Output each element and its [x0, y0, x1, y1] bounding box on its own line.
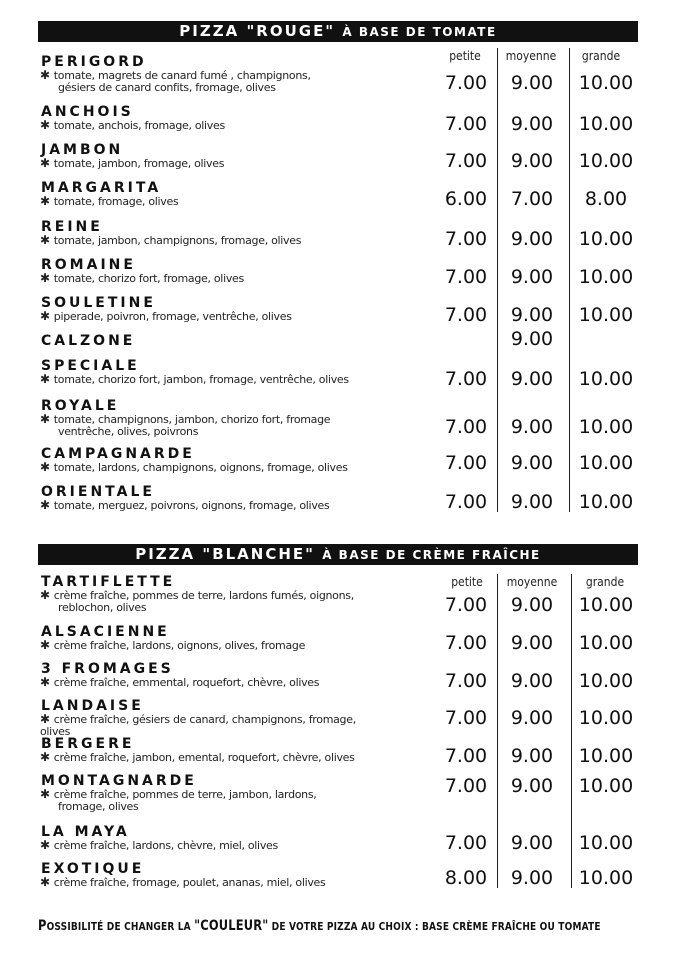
price-large: 10.00 [578, 775, 634, 797]
price-small: 7.00 [444, 491, 488, 513]
asterisk-icon: ✱ [40, 838, 50, 852]
price-medium: 9.00 [510, 670, 554, 692]
price-medium: 9.00 [510, 368, 554, 390]
asterisk-icon: ✱ [40, 460, 50, 474]
price-medium: 9.00 [510, 452, 554, 474]
pizza-name: ROMAINE [41, 257, 136, 273]
price-large: 10.00 [578, 113, 634, 135]
price-small: 7.00 [444, 745, 488, 767]
price-large: 10.00 [578, 745, 634, 767]
price-large: 8.00 [584, 188, 628, 210]
price-small: 7.00 [444, 670, 488, 692]
rouge-banner-title: PIZZA "ROUGE" [179, 22, 343, 40]
ingredients-line-1: crème fraîche, pommes de terre, jambon, lardons, [53, 788, 317, 801]
ingredients-line-1: tomate, champignons, jambon, chorizo fort, fromage [53, 413, 331, 426]
price-large: 10.00 [578, 228, 634, 250]
pizza-ingredients [40, 461, 370, 474]
price-small: 7.00 [444, 416, 488, 438]
pizza-ingredients [40, 876, 370, 889]
ingredients-line-1: tomate, lardons, champignons, oignons, fromage, olives [53, 461, 348, 474]
ingredients-line-1: crème fraîche, jambon, emental, roquefort, chèvre, olives [53, 751, 355, 764]
price-medium: 9.00 [510, 150, 554, 172]
ingredients-line-2: ventrêche, olives, poivrons [58, 425, 199, 438]
price-medium: 9.00 [510, 491, 554, 513]
asterisk-icon: ✱ [40, 498, 50, 512]
pizza-name: SOULETINE [41, 295, 156, 311]
price-small: 7.00 [444, 452, 488, 474]
pizza-name: PERIGORD [41, 54, 147, 70]
pizza-ingredients [40, 195, 370, 208]
price-medium: 9.00 [510, 775, 554, 797]
pizza-name: EXOTIQUE [41, 861, 145, 877]
price-medium: 7.00 [510, 188, 554, 210]
ingredients-line-1: tomate, jambon, champignons, fromage, olives [53, 234, 302, 247]
price-medium: 9.00 [510, 228, 554, 250]
asterisk-icon: ✱ [40, 309, 50, 323]
pizza-name: CAMPAGNARDE [41, 446, 195, 462]
asterisk-icon: ✱ [40, 675, 50, 689]
rouge-section-banner [38, 21, 638, 42]
rouge-col-medium: moyenne [505, 49, 557, 63]
blanche-banner-title: PIZZA "BLANCHE" [135, 545, 323, 563]
price-small: 7.00 [444, 832, 488, 854]
price-large: 10.00 [578, 707, 634, 729]
pizza-ingredients [40, 499, 370, 512]
pizza-name: ROYALE [41, 398, 120, 414]
price-small: 8.00 [444, 867, 488, 889]
ingredients-line-1: tomate, anchois, fromage, olives [53, 119, 225, 132]
asterisk-icon: ✱ [40, 750, 50, 764]
price-small: 6.00 [444, 188, 488, 210]
ingredients-line-1: tomate, merguez, poivrons, oignons, fromage, olives [53, 499, 330, 512]
pizza-ingredients [40, 713, 370, 738]
price-large: 10.00 [578, 266, 634, 288]
price-medium: 9.00 [510, 304, 554, 326]
price-small: 7.00 [444, 150, 488, 172]
ingredients-line-2: gésiers de canard confits, fromage, olives [58, 81, 276, 94]
footer-quote: "COULEUR" [194, 918, 269, 934]
price-large: 10.00 [578, 632, 634, 654]
footer-initial: P [38, 918, 47, 934]
asterisk-icon: ✱ [40, 412, 50, 426]
pizza-name: LA MAYA [41, 824, 130, 840]
ingredients-line-1: tomate, fromage, olives [53, 195, 179, 208]
ingredients-line-1: tomate, jambon, fromage, olives [53, 157, 225, 170]
price-large: 10.00 [578, 72, 634, 94]
pizza-name: BERGERE [41, 736, 135, 752]
price-medium: 9.00 [510, 113, 554, 135]
pizza-ingredients [40, 157, 370, 170]
price-large: 10.00 [578, 867, 634, 889]
pizza-name: ANCHOIS [41, 104, 134, 120]
pizza-ingredients [40, 310, 370, 323]
price-small: 7.00 [444, 304, 488, 326]
price-small: 7.00 [444, 266, 488, 288]
asterisk-icon: ✱ [40, 712, 50, 726]
asterisk-icon: ✱ [40, 372, 50, 386]
asterisk-icon: ✱ [40, 194, 50, 208]
price-medium: 9.00 [510, 707, 554, 729]
pizza-name: TARTIFLETTE [41, 574, 176, 590]
price-medium: 9.00 [510, 72, 554, 94]
pizza-ingredients [40, 639, 370, 652]
asterisk-icon: ✱ [40, 271, 50, 285]
asterisk-icon: ✱ [40, 68, 50, 82]
price-large: 10.00 [578, 150, 634, 172]
pizza-name: ALSACIENNE [41, 624, 170, 640]
asterisk-icon: ✱ [40, 638, 50, 652]
blanche-col-medium: moyenne [506, 575, 558, 589]
pizza-ingredients [40, 589, 370, 614]
pizza-ingredients [40, 272, 370, 285]
ingredients-line-1: piperade, poivron, fromage, ventrêche, olives [53, 310, 292, 323]
ingredients-line-1: tomate, chorizo fort, fromage, olives [53, 272, 244, 285]
ingredients-line-2: fromage, olives [58, 800, 139, 813]
ingredients-line-1: crème fraîche, lardons, oignons, olives, fromage [53, 639, 306, 652]
ingredients-line-1: crème fraîche, emmental, roquefort, chèvre, olives [53, 676, 320, 689]
asterisk-icon: ✱ [40, 588, 50, 602]
price-small: 7.00 [444, 707, 488, 729]
blanche-section-banner [38, 544, 638, 565]
price-large: 10.00 [578, 304, 634, 326]
price-small: 7.00 [444, 72, 488, 94]
price-small: 7.00 [444, 594, 488, 616]
pizza-name: MARGARITA [41, 180, 162, 196]
asterisk-icon: ✱ [40, 787, 50, 801]
asterisk-icon: ✱ [40, 156, 50, 170]
price-small: 7.00 [444, 368, 488, 390]
footer-part-2: DE VOTRE PIZZA AU CHOIX : BASE CRÈME FRAÎCHE OU TOMATE [268, 920, 601, 933]
footer-part-1: OSSIBILITÉ DE CHANGER LA [46, 920, 195, 933]
price-medium: 9.00 [510, 632, 554, 654]
price-medium: 9.00 [510, 416, 554, 438]
pizza-name: CALZONE [41, 333, 136, 349]
ingredients-line-1: tomate, magrets de canard fumé , champignons, [53, 69, 311, 82]
price-medium: 9.00 [510, 266, 554, 288]
price-medium: 9.00 [510, 328, 554, 350]
rouge-col-small: petite [449, 49, 481, 63]
pizza-ingredients [40, 373, 370, 386]
footer-note [38, 918, 601, 934]
pizza-ingredients [40, 413, 370, 438]
pizza-ingredients [40, 234, 370, 247]
asterisk-icon: ✱ [40, 875, 50, 889]
rouge-banner-subtitle: À BASE DE TOMATE [342, 25, 497, 39]
price-large: 10.00 [578, 832, 634, 854]
pizza-ingredients [40, 788, 370, 813]
price-medium: 9.00 [510, 832, 554, 854]
pizza-ingredients [40, 119, 370, 132]
pizza-ingredients [40, 69, 370, 94]
pizza-name: ORIENTALE [41, 484, 155, 500]
pizza-name: SPECIALE [41, 358, 140, 374]
rouge-col-large: grande [581, 49, 621, 63]
ingredients-line-1: crème fraîche, lardons, chèvre, miel, olives [53, 839, 278, 852]
price-large: 10.00 [578, 452, 634, 474]
pizza-ingredients [40, 839, 370, 852]
pizza-name: MONTAGNARDE [41, 773, 197, 789]
pizza-name: LANDAISE [41, 698, 144, 714]
price-small: 7.00 [444, 775, 488, 797]
price-large: 10.00 [578, 670, 634, 692]
ingredients-line-2: reblochon, olives [58, 601, 147, 614]
pizza-ingredients [40, 676, 370, 689]
asterisk-icon: ✱ [40, 233, 50, 247]
ingredients-line-1: crème fraîche, gésiers de canard, champignons, fromage, olives [40, 713, 356, 738]
price-small: 7.00 [444, 632, 488, 654]
asterisk-icon: ✱ [40, 118, 50, 132]
price-small: 7.00 [444, 113, 488, 135]
pizza-ingredients [40, 751, 370, 764]
ingredients-line-1: tomate, chorizo fort, jambon, fromage, ventrêche, olives [53, 373, 349, 386]
ingredients-line-1: crème fraîche, fromage, poulet, ananas, miel, olives [53, 876, 326, 889]
blanche-col-large: grande [585, 575, 625, 589]
pizza-name: 3 FROMAGES [41, 661, 174, 677]
price-medium: 9.00 [510, 594, 554, 616]
price-medium: 9.00 [510, 867, 554, 889]
price-large: 10.00 [578, 416, 634, 438]
pizza-name: REINE [41, 219, 103, 235]
price-large: 10.00 [578, 594, 634, 616]
ingredients-line-1: crème fraîche, pommes de terre, lardons fumés, oignons, [53, 589, 354, 602]
blanche-col-small: petite [451, 575, 483, 589]
pizza-name: JAMBON [41, 142, 124, 158]
price-large: 10.00 [578, 491, 634, 513]
price-large: 10.00 [578, 368, 634, 390]
price-medium: 9.00 [510, 745, 554, 767]
price-small: 7.00 [444, 228, 488, 250]
blanche-banner-subtitle: À BASE DE CRÈME FRAÎCHE [322, 548, 541, 562]
